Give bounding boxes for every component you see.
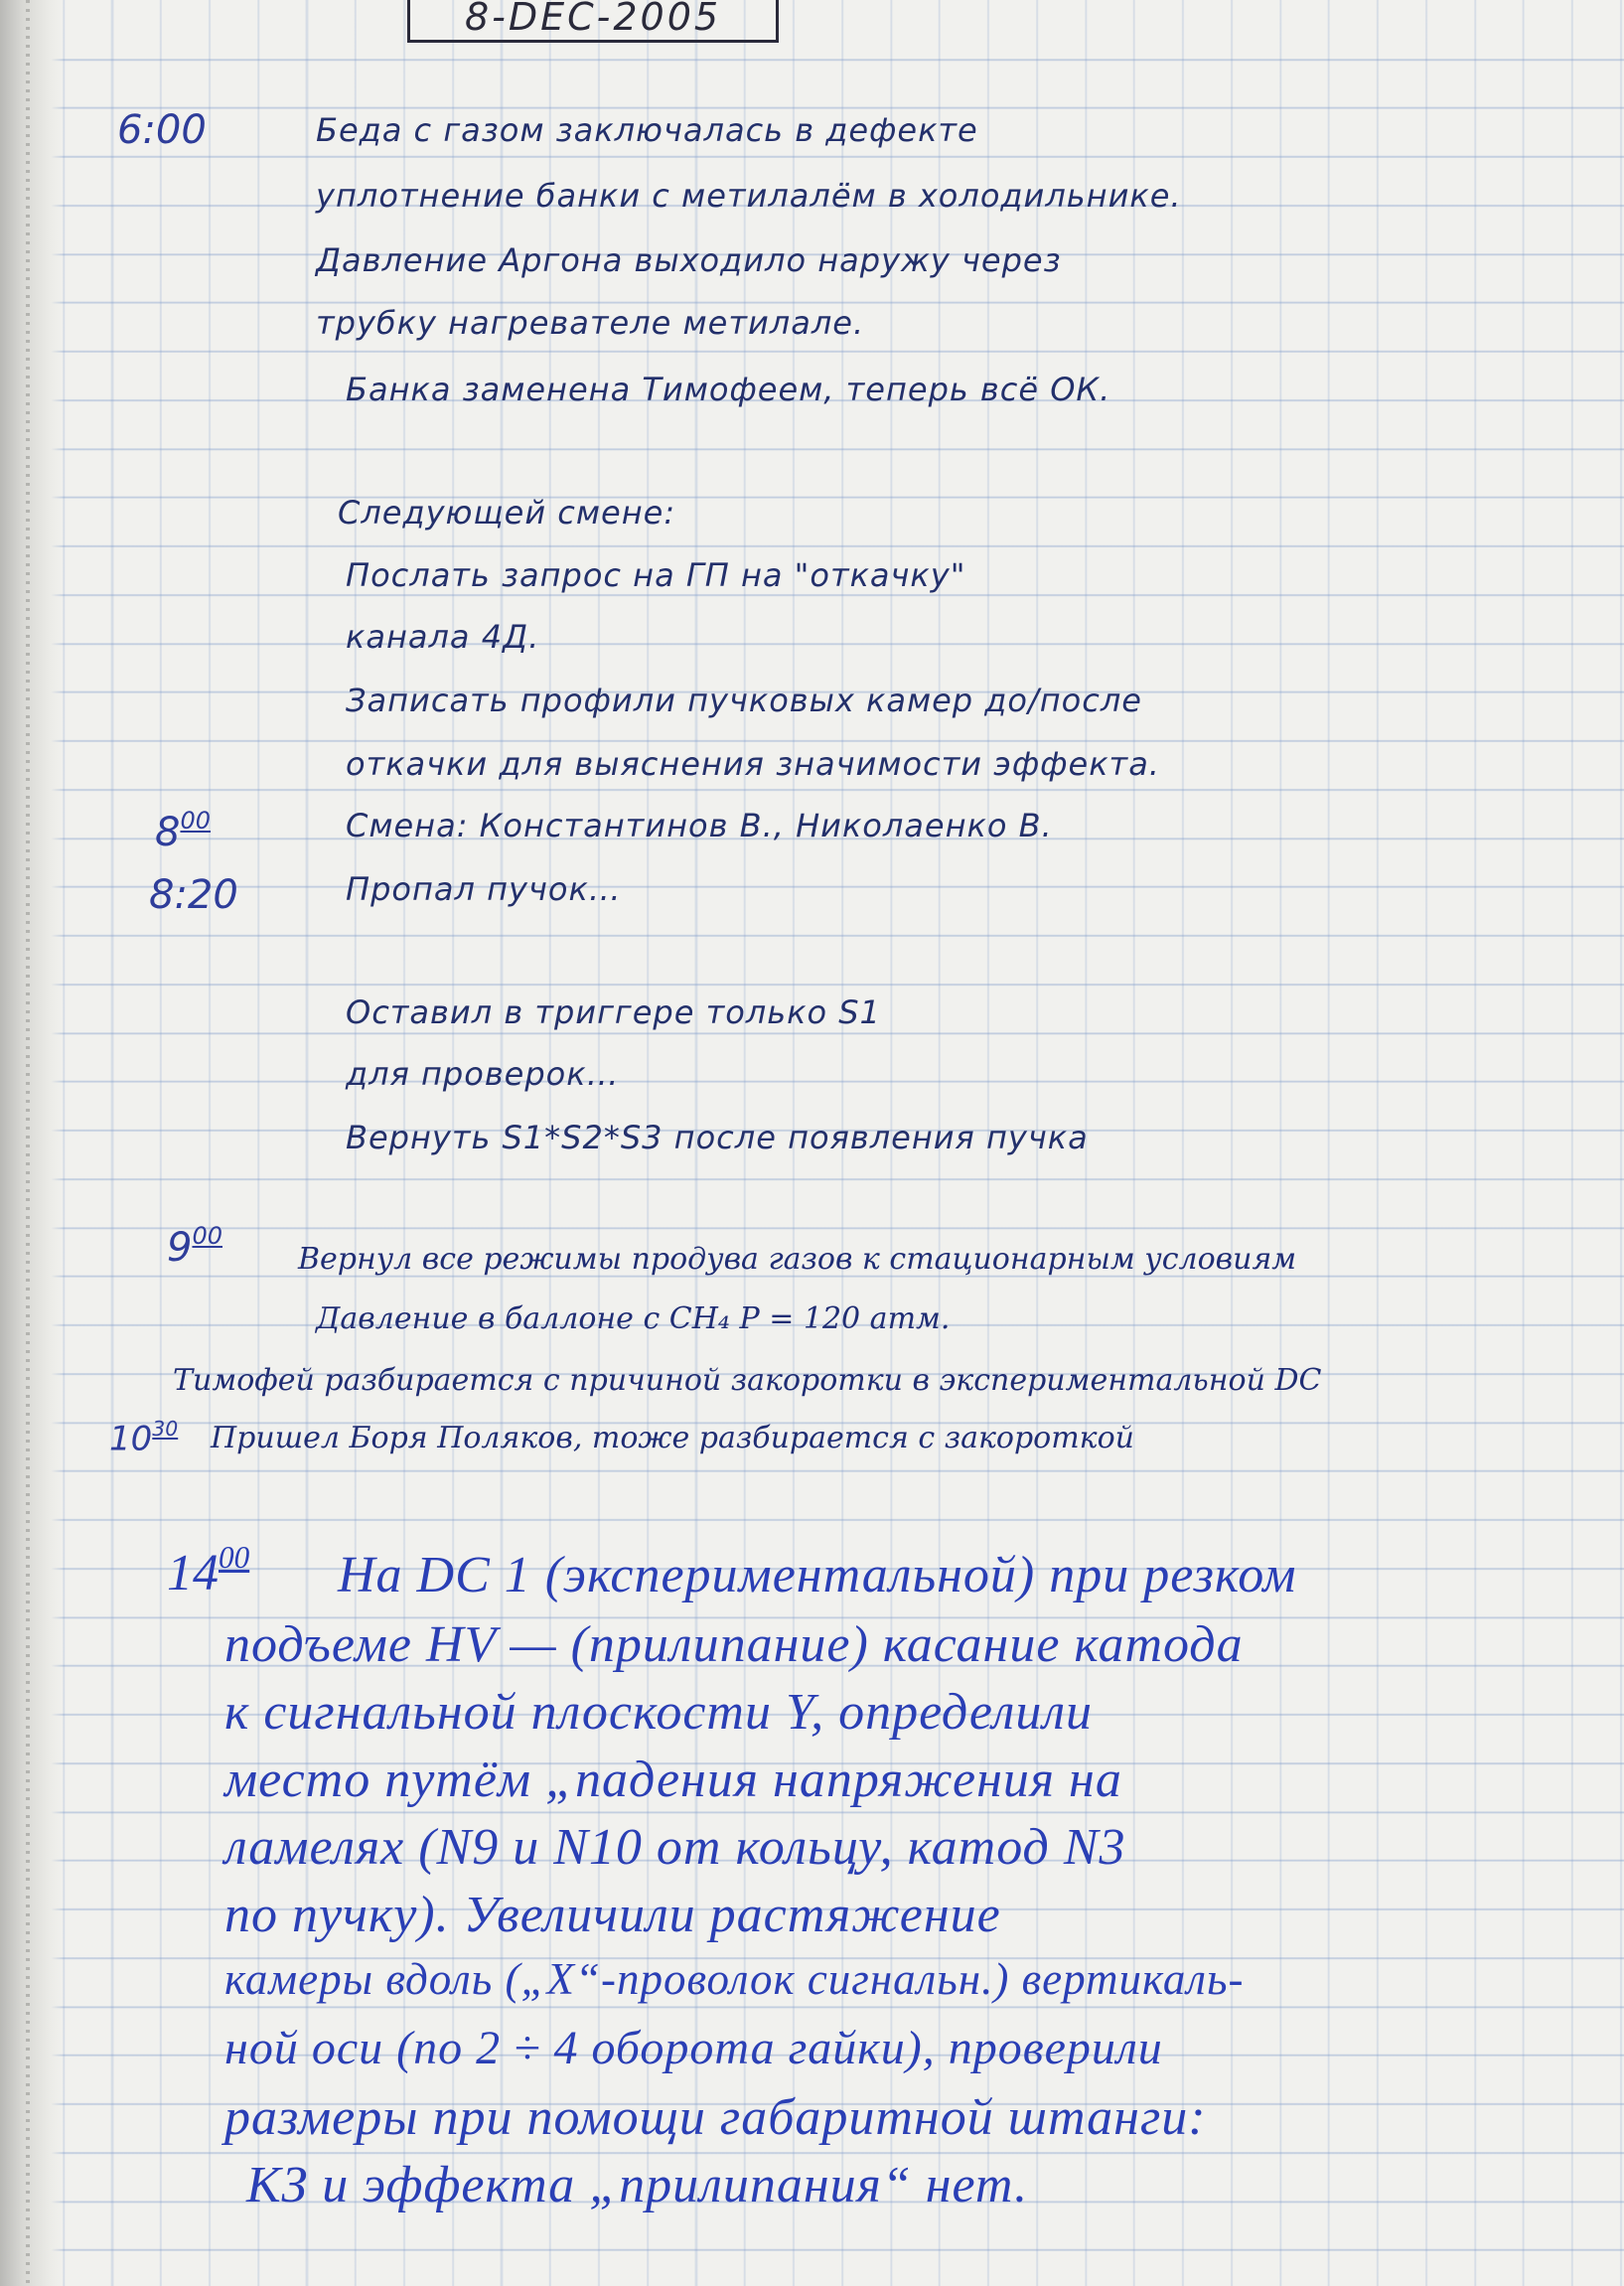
entry-line: трубку нагревателе метилале. <box>316 304 865 342</box>
entry-time-hour: 8 <box>155 809 181 855</box>
entry-line: Банка заменена Тимофеем, теперь всё ОК. <box>346 371 1111 408</box>
binding-edge <box>26 0 30 2286</box>
entry-time-minutes: 30 <box>152 1417 179 1441</box>
entry-time <box>167 1222 222 1271</box>
entry-line: камеры вдоль („X“-проволок сигнальн.) вертикаль- <box>224 1954 1245 2004</box>
date-label: 8-DEC-2005 <box>464 0 722 39</box>
entry-line: ной оси (по 2 ÷ 4 оборота гайки), проверили <box>224 2022 1163 2074</box>
entry-time-minutes: 00 <box>192 1222 222 1250</box>
spiral-binding <box>0 0 64 2286</box>
entry-line: подъеме HV — (прилипание) касание катода <box>224 1616 1244 1673</box>
entry-time <box>167 1540 249 1602</box>
entry-line: канала 4Д. <box>346 618 540 656</box>
entry-line: Пропал пучок… <box>346 870 622 908</box>
entry-line: Тимофей разбирается с причиной закоротки в экспериментальной DC <box>173 1363 1322 1398</box>
entry-line: для проверок… <box>346 1055 620 1093</box>
entry-line: размеры при помощи габаритной штанги: <box>224 2089 1207 2146</box>
entry-line: откачки для выяснения значимости эффекта. <box>346 745 1160 783</box>
entry-time-hour: 14 <box>167 1544 219 1601</box>
entry-line: Вернуть S1*S2*S3 после появления пучка <box>346 1119 1089 1156</box>
entry-time-hour: 10 <box>109 1419 153 1459</box>
entry-line: Беда с газом заключалась в дефекте <box>316 111 978 149</box>
entry-line: ламелях (N9 и N10 от кольцу, катод N3 <box>224 1819 1126 1876</box>
entry-line: Смена: Константинов В., Николаенко В. <box>346 807 1053 844</box>
entry-time-minutes: 00 <box>219 1540 250 1575</box>
entry-line: к сигнальной плоскости Y, определили <box>224 1684 1093 1741</box>
entry-line: уплотнение банки с метилалём в холодильнике. <box>316 177 1182 215</box>
entry-line: Послать запрос на ГП на "откачку" <box>346 556 966 594</box>
date-box <box>407 0 779 43</box>
entry-line: Следующей смене: <box>338 494 676 532</box>
entry-line: Оставил в триггере только S1 <box>346 993 881 1031</box>
entry-line: Вернул все режимы продува газов к стационарным условиям <box>298 1242 1297 1277</box>
entry-time: 6:00 <box>117 107 207 153</box>
entry-line: место путём „падения напряжения на <box>224 1752 1122 1808</box>
entry-line: по пучку). Увеличили растяжение <box>224 1887 1001 1943</box>
entry-line: Давление в баллоне с CH₄ P = 120 атм. <box>316 1301 951 1336</box>
entry-line: На DC 1 (экспериментальной) при резком <box>338 1547 1297 1603</box>
entry-time <box>109 1417 178 1458</box>
entry-time-hour: 9 <box>167 1224 193 1271</box>
entry-line: Пришел Боря Поляков, тоже разбирается с закороткой <box>211 1421 1134 1455</box>
entry-line: Записать профили пучковых камер до/после <box>346 682 1142 719</box>
entry-time-minutes: 00 <box>180 807 211 835</box>
entry-line: КЗ и эффекта „прилипания“ нет. <box>246 2157 1029 2213</box>
entry-time: 8:20 <box>149 872 238 918</box>
entry-line: Давление Аргона выходило наружу через <box>316 241 1062 279</box>
entry-time <box>155 807 211 855</box>
